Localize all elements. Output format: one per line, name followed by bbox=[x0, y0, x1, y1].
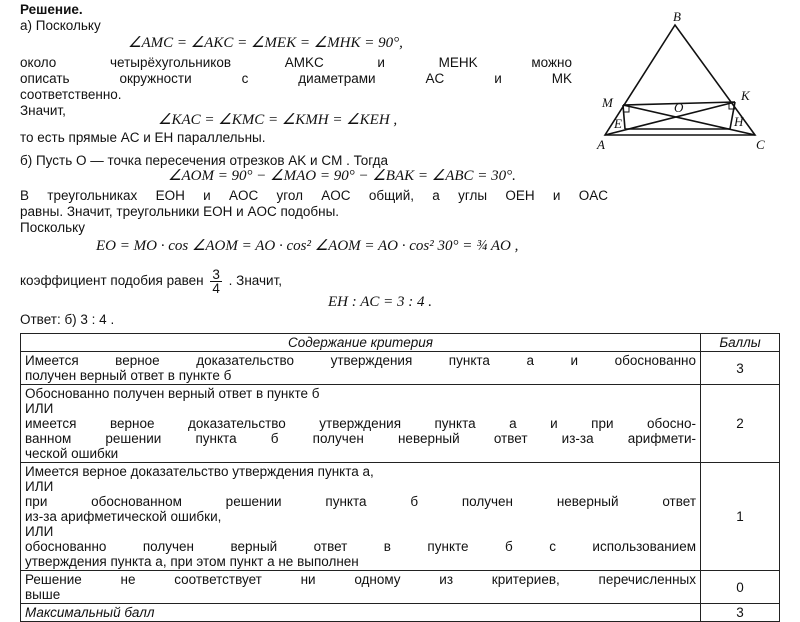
header-points: Баллы bbox=[701, 334, 780, 352]
max-score-value: 3 bbox=[701, 604, 780, 622]
formula-ratio: EH : AC = 3 : 4 . bbox=[328, 294, 433, 310]
criteria-text bbox=[21, 463, 701, 571]
criteria-line: Имеется верное доказательство утверждения пункта а, bbox=[25, 464, 374, 479]
coefficient-after: . Значит, bbox=[228, 273, 283, 289]
circles-line-3: соответственно. bbox=[20, 87, 122, 102]
criteria-line: обоснованно получен верный ответ в пункте б с использованием bbox=[25, 539, 696, 554]
fraction-numerator: 3 bbox=[212, 267, 220, 282]
criteria-line: из-за арифметической ошибки, bbox=[25, 509, 222, 524]
answer-line: Ответ: б) 3 : 4 . bbox=[20, 312, 115, 327]
criteria-line: имеется верное доказательство утверждения пункта а и при обосно- bbox=[25, 416, 696, 431]
criteria-line: выше bbox=[25, 587, 61, 602]
formula-angle-aom: ∠AOM = 90° − ∠MAO = 90° − ∠BAK = ∠ABC = 30°. bbox=[168, 168, 516, 184]
label-k: K bbox=[741, 88, 750, 103]
criteria-line: ИЛИ bbox=[25, 524, 54, 539]
formula-equal-angles: ∠KAC = ∠KMC = ∠KMH = ∠KEH , bbox=[158, 112, 398, 128]
criteria-line: утверждения пункта а, при этом пункт а не выполнен bbox=[25, 554, 359, 569]
part-a-intro: а) Поскольку bbox=[20, 18, 101, 33]
criteria-line: ческой ошибки bbox=[25, 446, 119, 461]
criteria-row bbox=[21, 385, 780, 463]
criteria-points: 3 bbox=[701, 352, 780, 385]
header-content: Содержание критерия bbox=[21, 334, 701, 352]
label-a: A bbox=[597, 137, 605, 152]
criteria-points: 2 bbox=[701, 385, 780, 463]
circles-line-1: около четырёхугольников AMKC и MEHK можно bbox=[20, 55, 572, 70]
coefficient-fraction bbox=[210, 268, 222, 295]
label-e: E bbox=[614, 116, 622, 131]
similar-line-1: В треугольниках EOH и AOC угол AOC общий, а углы OEH и OAC bbox=[20, 188, 608, 203]
criteria-line: при обоснованном решении пункта б получен неверный ответ bbox=[25, 494, 696, 509]
label-b: B bbox=[673, 9, 681, 24]
criteria-line: Решение не соответствует ни одному из критериев, перечисленных bbox=[25, 572, 696, 587]
formula-eo: EO = MO · cos ∠AOM = AO · cos² ∠AOM = AO · cos² 30° = ¾ AO , bbox=[96, 238, 519, 254]
label-c: C bbox=[756, 137, 765, 152]
criteria-line: ИЛИ bbox=[25, 479, 54, 494]
criteria-text bbox=[21, 385, 701, 463]
coefficient-line bbox=[20, 268, 282, 295]
solution-heading: Решение. bbox=[20, 2, 83, 17]
circles-line-2: описать окружности с диаметрами AC и MK bbox=[20, 71, 572, 86]
max-score-row bbox=[21, 604, 780, 622]
criteria-points: 0 bbox=[701, 571, 780, 604]
formula-right-angles: ∠AMC = ∠AKC = ∠MEK = ∠MHK = 90°, bbox=[128, 35, 403, 51]
criteria-text bbox=[21, 571, 701, 604]
criteria-line: Обоснованно получен верный ответ в пункте б bbox=[25, 386, 320, 401]
triangle-diagram bbox=[590, 8, 790, 158]
criteria-line: Имеется верное доказательство утверждения пункта а и обоснованно bbox=[25, 353, 696, 368]
fraction-denominator: 4 bbox=[212, 281, 220, 296]
label-h: H bbox=[734, 114, 744, 129]
criteria-line: ИЛИ bbox=[25, 401, 54, 416]
since-label: Поскольку bbox=[20, 220, 85, 235]
criteria-line: получен верный ответ в пункте б bbox=[25, 368, 232, 383]
parallel-statement: то есть прямые AC и EH параллельны. bbox=[20, 130, 266, 145]
criteria-row bbox=[21, 463, 780, 571]
max-score-label: Максимальный балл bbox=[21, 604, 701, 622]
similar-line-2: равны. Значит, треугольники EOH и AOC подобны. bbox=[20, 204, 340, 219]
criteria-points: 1 bbox=[701, 463, 780, 571]
label-m: M bbox=[602, 95, 613, 110]
criteria-header-row bbox=[21, 334, 780, 352]
criteria-row bbox=[21, 352, 780, 385]
label-o: O bbox=[674, 100, 684, 115]
segment-me bbox=[623, 105, 625, 129]
criteria-row bbox=[21, 571, 780, 604]
criteria-line: ванном решении пункта б получен неверный ответ из-за арифмети- bbox=[25, 431, 696, 446]
criteria-text bbox=[21, 352, 701, 385]
part-b-intro: б) Пусть O — точка пересечения отрезков AK и CM . Тогда bbox=[20, 153, 388, 168]
therefore-label: Значит, bbox=[20, 103, 66, 118]
coefficient-text: коэффициент подобия равен bbox=[20, 273, 204, 289]
criteria-table bbox=[20, 333, 780, 622]
